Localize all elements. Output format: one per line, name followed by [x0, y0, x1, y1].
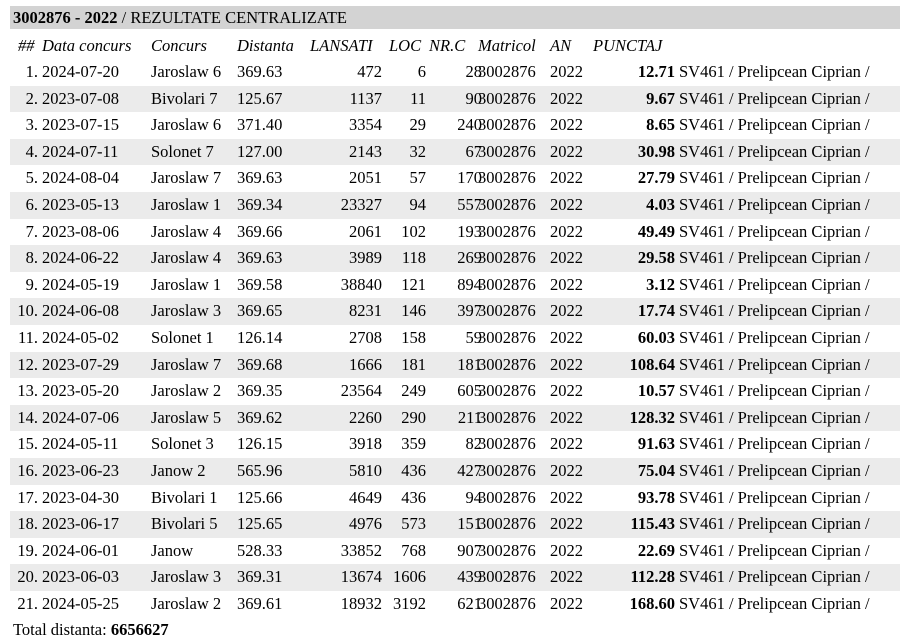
cell-punctaj: 8.65 [646, 115, 675, 135]
cell-nrc: 59 [465, 328, 482, 347]
cell-punctaj: 128.32 [629, 407, 675, 427]
cell-nrc: 193 [457, 221, 482, 241]
cell-lansati: 4976 [349, 514, 382, 534]
cell-an: 2022 [550, 168, 583, 188]
cell-distanta: 369.35 [237, 381, 283, 401]
cell-punctaj: 112.28 [630, 567, 675, 587]
cell-distanta: 126.14 [237, 328, 283, 347]
cell-concurs: Solonet 7 [151, 141, 214, 161]
cell-nr: 7. [25, 221, 38, 241]
cell-an: 2022 [550, 594, 583, 613]
page-title: REZULTATE CENTRALIZATE [130, 8, 348, 27]
cell-owner: SV461 / Prelipcean Ciprian / [679, 62, 870, 81]
cell-date: 2024-05-25 [42, 594, 119, 613]
cell-owner: SV461 / Prelipcean Ciprian / [679, 407, 870, 427]
cell-loc: 573 [401, 514, 426, 534]
cell-lansati: 2708 [349, 328, 382, 347]
cell-loc: 6 [417, 62, 426, 81]
cell-lansati: 3989 [349, 248, 382, 268]
table-row [10, 192, 900, 219]
total-distance [13, 620, 169, 640]
cell-distanta: 369.61 [237, 594, 283, 613]
page-title-bar [10, 6, 900, 29]
cell-punctaj: 12.71 [637, 62, 675, 81]
col-header-concurs: Concurs [151, 36, 207, 55]
cell-lansati: 4649 [349, 487, 382, 507]
cell-nrc: 269 [457, 248, 482, 268]
cell-nr: 1. [25, 62, 38, 81]
cell-matricol: 3002876 [478, 168, 536, 188]
cell-nrc: 170 [457, 168, 482, 188]
cell-distanta: 565.96 [237, 461, 283, 480]
col-header-loc: LOC [389, 36, 422, 55]
col-header-an: AN [550, 36, 572, 55]
cell-an: 2022 [550, 381, 583, 401]
cell-lansati: 2143 [349, 141, 382, 161]
cell-nr: 8. [25, 248, 38, 268]
cell-distanta: 125.65 [237, 514, 283, 534]
cell-distanta: 369.65 [237, 301, 283, 321]
cell-owner: SV461 / Prelipcean Ciprian / [679, 274, 870, 294]
col-header-distanta: Distanta [237, 36, 294, 55]
cell-punctaj: 91.63 [637, 434, 675, 454]
cell-loc: 181 [401, 354, 426, 374]
cell-loc: 768 [401, 540, 426, 560]
cell-lansati: 1137 [349, 88, 382, 108]
cell-matricol: 3002876 [478, 141, 536, 161]
table-row [10, 378, 900, 405]
cell-date: 2023-05-13 [42, 195, 119, 214]
cell-an: 2022 [550, 88, 583, 108]
cell-an: 2022 [550, 301, 583, 321]
cell-matricol: 3002876 [478, 88, 536, 108]
cell-date: 2023-08-06 [42, 221, 119, 241]
table-row [10, 511, 900, 538]
cell-date: 2023-07-15 [42, 115, 119, 135]
col-header-matricol: Matricol [478, 36, 536, 55]
total-distance-label: Total distanta: [13, 620, 111, 639]
cell-owner: SV461 / Prelipcean Ciprian / [679, 540, 870, 560]
cell-concurs: Janow [151, 540, 194, 560]
cell-nr: 13. [17, 381, 38, 401]
cell-matricol: 3002876 [478, 274, 536, 294]
table-row [10, 458, 900, 485]
cell-concurs: Jaroslaw 4 [151, 221, 222, 241]
cell-distanta: 126.15 [237, 434, 283, 454]
cell-matricol: 3002876 [478, 248, 536, 268]
cell-nr: 14. [17, 407, 38, 427]
pigeon-id-year: 3002876 - 2022 [13, 8, 118, 27]
cell-date: 2023-06-03 [42, 567, 119, 587]
cell-owner: SV461 / Prelipcean Ciprian / [679, 434, 870, 454]
cell-nr: 20. [17, 567, 38, 587]
cell-nrc: 439 [457, 567, 482, 587]
col-header-nr: ## [18, 36, 35, 55]
cell-date: 2024-07-11 [42, 141, 119, 161]
cell-date: 2024-06-01 [42, 540, 119, 560]
cell-nrc: 151 [457, 514, 482, 534]
cell-date: 2024-07-20 [42, 62, 119, 81]
table-row [10, 352, 900, 379]
cell-an: 2022 [550, 567, 583, 587]
cell-lansati: 18932 [340, 594, 382, 613]
cell-distanta: 369.62 [237, 407, 283, 427]
cell-punctaj: 60.03 [637, 328, 675, 347]
table-row [10, 298, 900, 325]
cell-concurs: Jaroslaw 5 [151, 407, 222, 427]
cell-concurs: Bivolari 5 [151, 514, 218, 534]
cell-nr: 17. [17, 487, 38, 507]
table-row [10, 591, 900, 618]
cell-concurs: Janow 2 [151, 461, 206, 480]
cell-lansati: 13674 [340, 567, 382, 587]
cell-date: 2024-05-11 [42, 434, 119, 454]
cell-nrc: 28 [465, 62, 482, 81]
cell-distanta: 125.67 [237, 88, 283, 108]
cell-matricol: 3002876 [478, 540, 536, 560]
cell-nr: 18. [17, 514, 38, 534]
cell-punctaj: 30.98 [637, 141, 675, 161]
cell-owner: SV461 / Prelipcean Ciprian / [679, 301, 870, 321]
cell-distanta: 369.63 [237, 168, 283, 188]
cell-owner: SV461 / Prelipcean Ciprian / [679, 567, 870, 587]
cell-matricol: 3002876 [478, 62, 536, 81]
cell-distanta: 125.66 [237, 487, 283, 507]
cell-date: 2024-05-02 [42, 328, 119, 347]
cell-date: 2024-07-06 [42, 407, 119, 427]
cell-distanta: 369.63 [237, 62, 283, 81]
cell-concurs: Jaroslaw 2 [151, 594, 222, 613]
cell-loc: 249 [401, 381, 426, 401]
cell-lansati: 33852 [340, 540, 382, 560]
title-separator: / [117, 8, 131, 27]
col-header-lansati: LANSATI [310, 36, 373, 55]
cell-lansati: 23327 [340, 195, 382, 214]
cell-matricol: 3002876 [478, 381, 536, 401]
cell-lansati: 1666 [349, 354, 382, 374]
col-header-punctaj: PUNCTAJ [593, 36, 663, 55]
cell-matricol: 3002876 [478, 514, 536, 534]
table-row [10, 405, 900, 432]
cell-nrc: 82 [465, 434, 482, 454]
cell-punctaj: 10.57 [637, 381, 675, 401]
cell-owner: SV461 / Prelipcean Ciprian / [679, 461, 870, 480]
cell-loc: 118 [401, 248, 426, 268]
cell-concurs: Jaroslaw 1 [151, 195, 222, 214]
cell-nr: 5. [25, 168, 38, 188]
cell-an: 2022 [550, 434, 583, 454]
cell-distanta: 369.68 [237, 354, 283, 374]
cell-lansati: 3918 [349, 434, 382, 454]
cell-date: 2023-07-29 [42, 354, 119, 374]
cell-an: 2022 [550, 62, 583, 81]
cell-date: 2023-04-30 [42, 487, 119, 507]
cell-lansati: 23564 [340, 381, 382, 401]
cell-punctaj: 168.60 [629, 594, 675, 613]
cell-lansati: 3354 [349, 115, 382, 135]
cell-owner: SV461 / Prelipcean Ciprian / [679, 594, 870, 613]
cell-nr: 15. [17, 434, 38, 454]
cell-owner: SV461 / Prelipcean Ciprian / [679, 354, 870, 374]
cell-matricol: 3002876 [478, 354, 536, 374]
cell-lansati: 5810 [349, 461, 382, 480]
cell-owner: SV461 / Prelipcean Ciprian / [679, 141, 870, 161]
cell-nrc: 67 [465, 141, 482, 161]
table-row [10, 325, 900, 352]
cell-loc: 436 [401, 461, 426, 480]
cell-nr: 11. [17, 328, 38, 347]
cell-nrc: 240 [457, 115, 482, 135]
cell-loc: 359 [401, 434, 426, 454]
cell-owner: SV461 / Prelipcean Ciprian / [679, 88, 870, 108]
cell-matricol: 3002876 [478, 407, 536, 427]
cell-lansati: 472 [357, 62, 382, 81]
cell-matricol: 3002876 [478, 434, 536, 454]
table-row [10, 59, 900, 86]
cell-loc: 3192 [393, 594, 426, 613]
cell-concurs: Bivolari 1 [151, 487, 218, 507]
cell-an: 2022 [550, 407, 583, 427]
cell-date: 2023-07-08 [42, 88, 119, 108]
cell-concurs: Solonet 1 [151, 328, 214, 347]
cell-nr: 10. [17, 301, 38, 321]
cell-punctaj: 115.43 [630, 514, 675, 534]
table-row [10, 86, 900, 113]
cell-nr: 4. [25, 141, 38, 161]
cell-nrc: 94 [465, 487, 482, 507]
cell-nrc: 605 [457, 381, 482, 401]
cell-date: 2023-05-20 [42, 381, 119, 401]
cell-nr: 3. [25, 115, 38, 135]
cell-concurs: Jaroslaw 3 [151, 301, 222, 321]
cell-an: 2022 [550, 115, 583, 135]
cell-distanta: 369.58 [237, 274, 283, 294]
cell-an: 2022 [550, 328, 583, 347]
cell-matricol: 3002876 [478, 301, 536, 321]
cell-nr: 16. [17, 461, 38, 480]
cell-lansati: 2061 [349, 221, 382, 241]
cell-concurs: Jaroslaw 1 [151, 274, 222, 294]
cell-an: 2022 [550, 354, 583, 374]
cell-punctaj: 4.03 [646, 195, 675, 214]
cell-owner: SV461 / Prelipcean Ciprian / [679, 195, 870, 214]
cell-matricol: 3002876 [478, 461, 536, 480]
cell-nr: 2. [25, 88, 38, 108]
cell-nrc: 907 [457, 540, 482, 560]
cell-matricol: 3002876 [478, 594, 536, 613]
cell-nr: 9. [25, 274, 38, 294]
col-header-nrc: NR.C [429, 36, 466, 55]
cell-concurs: Jaroslaw 6 [151, 115, 222, 135]
cell-matricol: 3002876 [478, 567, 536, 587]
cell-matricol: 3002876 [478, 487, 536, 507]
cell-an: 2022 [550, 195, 583, 214]
cell-distanta: 371.40 [237, 115, 283, 135]
cell-matricol: 3002876 [478, 328, 536, 347]
cell-date: 2023-06-17 [42, 514, 119, 534]
cell-loc: 121 [401, 274, 426, 294]
cell-loc: 102 [401, 221, 426, 241]
cell-punctaj: 93.78 [637, 487, 675, 507]
cell-an: 2022 [550, 141, 583, 161]
table-row [10, 112, 900, 139]
cell-loc: 32 [409, 141, 426, 161]
cell-matricol: 3002876 [478, 115, 536, 135]
cell-lansati: 8231 [349, 301, 382, 321]
cell-an: 2022 [550, 540, 583, 560]
cell-an: 2022 [550, 248, 583, 268]
col-header-date: Data concurs [42, 36, 132, 55]
cell-loc: 11 [410, 88, 426, 108]
cell-concurs: Solonet 3 [151, 434, 214, 454]
table-row [10, 165, 900, 192]
cell-date: 2024-05-19 [42, 274, 119, 294]
cell-punctaj: 27.79 [637, 168, 675, 188]
cell-lansati: 38840 [340, 274, 382, 294]
cell-owner: SV461 / Prelipcean Ciprian / [679, 248, 870, 268]
cell-punctaj: 49.49 [637, 221, 675, 241]
cell-owner: SV461 / Prelipcean Ciprian / [679, 221, 870, 241]
cell-concurs: Jaroslaw 4 [151, 248, 222, 268]
table-row [10, 538, 900, 565]
cell-distanta: 528.33 [237, 540, 283, 560]
cell-nrc: 397 [457, 301, 482, 321]
cell-concurs: Jaroslaw 7 [151, 168, 222, 188]
cell-owner: SV461 / Prelipcean Ciprian / [679, 115, 870, 135]
cell-loc: 94 [409, 195, 426, 214]
cell-nr: 6. [25, 195, 38, 214]
cell-distanta: 369.34 [237, 195, 283, 214]
cell-distanta: 127.00 [237, 141, 283, 161]
cell-date: 2024-06-08 [42, 301, 119, 321]
cell-punctaj: 22.69 [637, 540, 675, 560]
table-row [10, 431, 900, 458]
cell-loc: 158 [401, 328, 426, 347]
cell-nrc: 181 [457, 354, 482, 374]
cell-loc: 436 [401, 487, 426, 507]
cell-nr: 12. [17, 354, 38, 374]
cell-concurs: Jaroslaw 7 [151, 354, 222, 374]
total-distance-value: 6656627 [110, 620, 169, 639]
cell-loc: 290 [401, 407, 426, 427]
cell-loc: 146 [401, 301, 426, 321]
cell-loc: 57 [409, 168, 426, 188]
cell-nrc: 894 [457, 274, 482, 294]
cell-nr: 19. [17, 540, 38, 560]
cell-loc: 29 [409, 115, 426, 135]
cell-date: 2024-08-04 [42, 168, 119, 188]
table-row [10, 139, 900, 166]
cell-distanta: 369.63 [237, 248, 283, 268]
cell-punctaj: 108.64 [629, 354, 675, 374]
cell-owner: SV461 / Prelipcean Ciprian / [679, 381, 870, 401]
cell-distanta: 369.66 [237, 221, 283, 241]
table-row [10, 485, 900, 512]
cell-owner: SV461 / Prelipcean Ciprian / [679, 168, 870, 188]
cell-nrc: 90 [465, 88, 482, 108]
cell-concurs: Bivolari 7 [151, 88, 218, 108]
cell-owner: SV461 / Prelipcean Ciprian / [679, 487, 870, 507]
cell-punctaj: 75.04 [637, 461, 675, 480]
cell-concurs: Jaroslaw 6 [151, 62, 222, 81]
cell-an: 2022 [550, 514, 583, 534]
cell-lansati: 2051 [349, 168, 382, 188]
cell-date: 2023-06-23 [42, 461, 119, 480]
cell-punctaj: 9.67 [646, 88, 675, 108]
cell-nr: 21. [17, 594, 38, 613]
cell-concurs: Jaroslaw 3 [151, 567, 222, 587]
table-row [10, 219, 900, 246]
cell-nrc: 427 [457, 461, 482, 480]
cell-an: 2022 [550, 461, 583, 480]
cell-owner: SV461 / Prelipcean Ciprian / [679, 514, 870, 534]
cell-nrc: 211 [457, 407, 482, 427]
table-row [10, 245, 900, 272]
cell-punctaj: 3.12 [646, 274, 675, 294]
cell-an: 2022 [550, 274, 583, 294]
cell-matricol: 3002876 [478, 221, 536, 241]
cell-an: 2022 [550, 487, 583, 507]
cell-punctaj: 29.58 [637, 248, 675, 268]
cell-punctaj: 17.74 [637, 301, 675, 321]
cell-loc: 1606 [393, 567, 426, 587]
cell-nrc: 557 [457, 195, 482, 214]
cell-concurs: Jaroslaw 2 [151, 381, 222, 401]
cell-an: 2022 [550, 221, 583, 241]
cell-owner: SV461 / Prelipcean Ciprian / [679, 328, 870, 347]
cell-date: 2024-06-22 [42, 248, 119, 268]
cell-nrc: 621 [457, 594, 482, 613]
table-row [10, 272, 900, 299]
cell-matricol: 3002876 [478, 195, 536, 214]
cell-distanta: 369.31 [237, 567, 283, 587]
table-row [10, 564, 900, 591]
cell-lansati: 2260 [349, 407, 382, 427]
